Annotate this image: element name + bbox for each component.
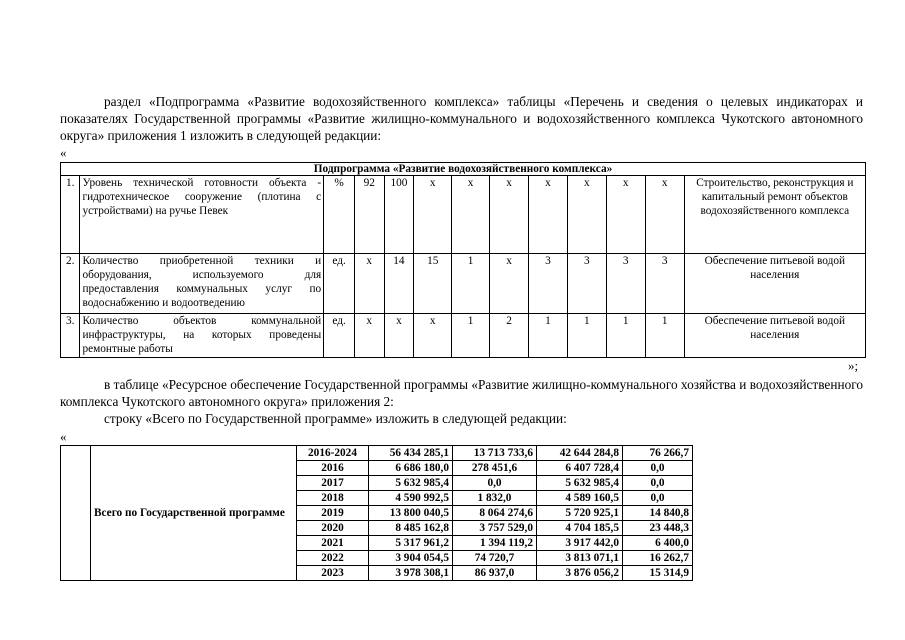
amount-cell: 3 813 071,1 — [537, 551, 623, 566]
paragraph-total-row: строку «Всего по Государственной программе» изложить в следующей редакции: — [104, 411, 567, 426]
value-cell: х — [384, 314, 414, 358]
value-cell: 92 — [354, 176, 384, 254]
amount-cell: 74 720,7 — [453, 551, 537, 566]
amount-cell: 3 904 054,5 — [369, 551, 453, 566]
amount-cell: 0,0 — [623, 476, 693, 491]
amount-cell: 4 704 185,5 — [537, 521, 623, 536]
amount-cell: 6 686 180,0 — [369, 461, 453, 476]
row-number: 1. — [61, 176, 80, 254]
amount-cell: 4 589 160,5 — [537, 491, 623, 506]
indicators-table — [60, 162, 866, 358]
value-cell: 3 — [606, 254, 645, 314]
value-cell: х — [645, 176, 684, 254]
amount-cell: 5 632 985,4 — [369, 476, 453, 491]
close-quote: »; — [848, 358, 859, 373]
value-cell: х — [414, 314, 452, 358]
blank-cell — [61, 446, 91, 581]
amount-cell: 8 485 162,8 — [369, 521, 453, 536]
note-cell: Строительство, реконструкция и капитальный ремонт объектов водохозяйственного комплекса — [684, 176, 865, 254]
amount-cell: 23 448,3 — [623, 521, 693, 536]
row-number: 3. — [61, 314, 80, 358]
amount-cell: 5 720 925,1 — [537, 506, 623, 521]
value-cell: х — [354, 314, 384, 358]
value-cell: х — [452, 176, 490, 254]
year-cell: 2022 — [297, 551, 369, 566]
amount-cell: 42 644 284,8 — [537, 446, 623, 461]
intro-paragraph: раздел «Подпрограмма «Развитие водохозяйственного комплекса» таблицы «Перечень и сведения о целевых индикаторах и показателях Государственной программы «Развитие жилищно-коммунального и водохозяйственного комплекса Чукотского автономного округа» приложения 1 изложить в следующей редакции: — [60, 94, 863, 143]
value-cell: х — [606, 176, 645, 254]
amount-cell: 0,0 — [453, 476, 537, 491]
resources-table — [60, 445, 693, 581]
value-cell: 3 — [528, 254, 567, 314]
amount-cell: 1 394 119,2 — [453, 536, 537, 551]
amount-cell: 13 713 733,6 — [453, 446, 537, 461]
unit-cell: ед. — [324, 254, 355, 314]
table-row — [61, 314, 866, 358]
amount-cell: 0,0 — [623, 461, 693, 476]
paragraph-resources: в таблице «Ресурсное обеспечение Государственной программы «Развитие жилищно-коммунального хозяйства и водохозяйственного комплекса Чукотского автономного округа» приложения 2: — [60, 377, 863, 409]
unit-cell: % — [324, 176, 355, 254]
amount-cell: 1 832,0 — [453, 491, 537, 506]
amount-cell: 4 590 992,5 — [369, 491, 453, 506]
value-cell: х — [490, 254, 529, 314]
year-cell: 2021 — [297, 536, 369, 551]
amount-cell: 5 317 961,2 — [369, 536, 453, 551]
amount-cell: 76 266,7 — [623, 446, 693, 461]
value-cell: х — [490, 176, 529, 254]
amount-cell: 3 978 308,1 — [369, 566, 453, 581]
year-cell: 2017 — [297, 476, 369, 491]
value-cell: 1 — [528, 314, 567, 358]
year-cell: 2016-2024 — [297, 446, 369, 461]
note-cell: Обеспечение питьевой водой населения — [684, 254, 865, 314]
value-cell: 1 — [567, 314, 606, 358]
note-cell: Обеспечение питьевой водой населения — [684, 314, 865, 358]
value-cell: 100 — [384, 176, 414, 254]
indicator-name: Количество приобретенной техники и оборудования, используемого для предоставления коммунальных услуг по водоснабжению и водоотведению — [80, 254, 324, 314]
row-number: 2. — [61, 254, 80, 314]
subprogram-header: Подпрограмма «Развитие водохозяйственного комплекса» — [61, 163, 866, 176]
open-quote: « — [60, 145, 67, 160]
indicator-name: Количество объектов коммунальной инфраструктуры, на которых проведены ремонтные работы — [80, 314, 324, 358]
amount-cell: 3 876 056,2 — [537, 566, 623, 581]
amount-cell: 13 800 040,5 — [369, 506, 453, 521]
amount-cell: 8 064 274,6 — [453, 506, 537, 521]
amount-cell: 86 937,0 — [453, 566, 537, 581]
amount-cell: 15 314,9 — [623, 566, 693, 581]
table-row — [61, 254, 866, 314]
value-cell: 1 — [452, 254, 490, 314]
value-cell: х — [354, 254, 384, 314]
indicator-name: Уровень технической готовности объекта - гидротехническое сооружение (плотина с устройствами) на ручье Певек — [80, 176, 324, 254]
amount-cell: 0,0 — [623, 491, 693, 506]
value-cell: х — [528, 176, 567, 254]
year-cell: 2018 — [297, 491, 369, 506]
amount-cell: 6 407 728,4 — [537, 461, 623, 476]
year-cell: 2023 — [297, 566, 369, 581]
value-cell: 3 — [645, 254, 684, 314]
total-label: Всего по Государственной программе — [91, 446, 297, 581]
amount-cell: 3 757 529,0 — [453, 521, 537, 536]
value-cell: 3 — [567, 254, 606, 314]
amount-cell: 6 400,0 — [623, 536, 693, 551]
year-cell: 2019 — [297, 506, 369, 521]
value-cell: 15 — [414, 254, 452, 314]
value-cell: х — [567, 176, 606, 254]
open-quote-2: « — [60, 429, 67, 444]
value-cell: 1 — [645, 314, 684, 358]
amount-cell: 16 262,7 — [623, 551, 693, 566]
unit-cell: ед. — [324, 314, 355, 358]
amount-cell: 5 632 985,4 — [537, 476, 623, 491]
year-cell: 2020 — [297, 521, 369, 536]
value-cell: 1 — [452, 314, 490, 358]
value-cell: х — [414, 176, 452, 254]
value-cell: 1 — [606, 314, 645, 358]
amount-cell: 278 451,6 — [453, 461, 537, 476]
amount-cell: 14 840,8 — [623, 506, 693, 521]
value-cell: 14 — [384, 254, 414, 314]
amount-cell: 56 434 285,1 — [369, 446, 453, 461]
amount-cell: 3 917 442,0 — [537, 536, 623, 551]
year-cell: 2016 — [297, 461, 369, 476]
table-row — [61, 176, 866, 254]
value-cell: 2 — [490, 314, 529, 358]
